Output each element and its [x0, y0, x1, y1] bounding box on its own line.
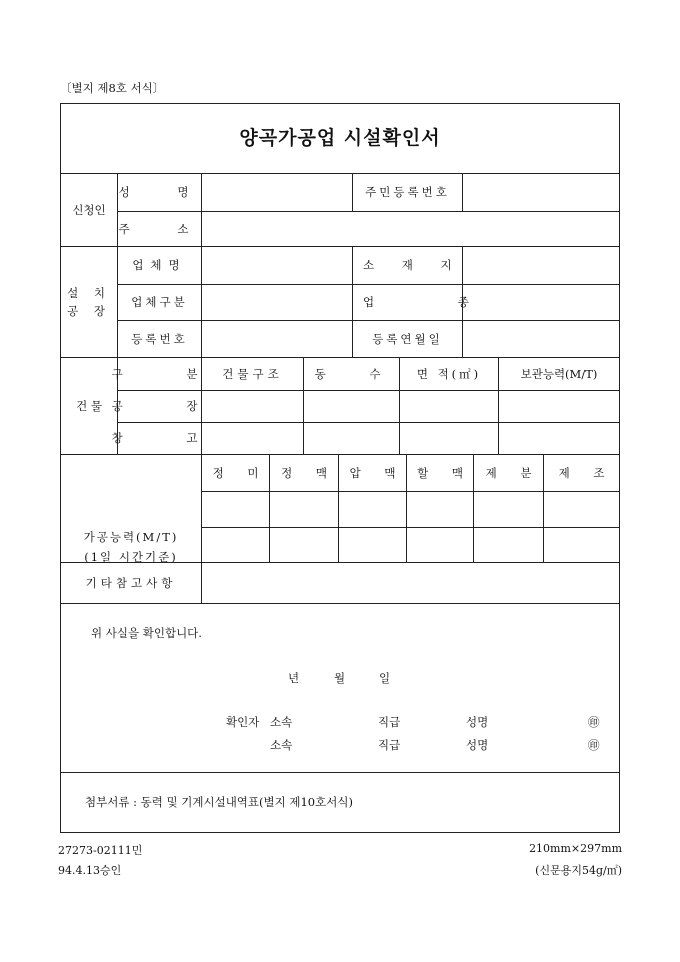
applicant-name-field[interactable] [202, 173, 352, 211]
capacity-header-1: 정 미 [212, 465, 269, 480]
capacity-label-line1: 가공능력(M/T) [83, 530, 179, 544]
capacity-header-4: 할 맥 [417, 465, 473, 480]
confirmation-statement: 위 사실을 확인합니다. [91, 626, 202, 640]
form-reference: 〔별지 제8호 서식〕 [60, 81, 165, 95]
building-group-label: 건 물 [76, 398, 102, 413]
applicant-address-field[interactable] [202, 211, 619, 246]
date-year: 년 [288, 671, 300, 685]
reg-date-field[interactable] [463, 320, 619, 357]
capacity-header-3: 압 맥 [349, 465, 406, 480]
company-type-label: 업체구분 [131, 295, 188, 309]
factory-group-label-line1: 설 치 [67, 285, 111, 300]
seal-icon-2: ㊞ [588, 738, 600, 752]
business-type-label: 업 종 [363, 295, 509, 309]
building-row-factory: 공 장 [111, 399, 228, 413]
remarks-field[interactable] [202, 562, 619, 603]
company-type-field[interactable] [202, 284, 352, 320]
applicant-name-label: 성 명 [118, 185, 211, 199]
capacity-header-5: 제 분 [485, 465, 542, 480]
confirmer2-affiliation-label: 소속 [270, 738, 293, 752]
remarks-label: 기타참고사항 [85, 575, 177, 590]
confirmer2-rank-label: 직급 [378, 738, 401, 752]
building-header-area: 면 적(㎡) [416, 366, 482, 381]
company-name-field[interactable] [202, 246, 352, 284]
capacity-label-line2: (1일 시간기준) [84, 550, 178, 564]
confirmer2-name-label: 성명 [466, 738, 489, 752]
footer-size: 210mm×297mm [529, 842, 622, 855]
company-name-label: 업체명 [132, 258, 187, 272]
confirmer-affiliation-label: 소속 [270, 715, 293, 729]
confirmer-rank-label: 직급 [378, 715, 401, 729]
location-field[interactable] [463, 246, 619, 284]
factory-reg-no-label: 등록번호 [131, 331, 188, 346]
building-header-count: 동 수 [314, 366, 401, 381]
reg-date-label: 등록연월일 [372, 331, 443, 346]
resident-number-label: 주민등록번호 [365, 185, 450, 199]
factory-reg-no-field[interactable] [202, 320, 352, 357]
building-header-storage: 보관능력(M/T) [520, 366, 598, 381]
building-row-warehouse: 창 고 [111, 431, 228, 445]
factory-group-label [61, 246, 117, 357]
building-header-structure: 건물구조 [222, 366, 283, 381]
location-label: 소 재 지 [363, 258, 464, 272]
confirmer-label: 확인자 [226, 715, 260, 729]
capacity-header-2: 정 맥 [281, 465, 337, 480]
applicant-address-label: 주 소 [118, 221, 211, 236]
form-title: 양곡가공업 시설확인서 [239, 127, 441, 149]
resident-number-field[interactable] [463, 173, 619, 211]
date-day: 일 [379, 671, 391, 685]
footer-approval: 94.4.13승인 [58, 864, 122, 877]
applicant-group-label: 신청인 [72, 202, 106, 217]
business-type-field[interactable] [463, 284, 619, 320]
footer-paper: (신문용지54g/㎡) [535, 864, 622, 877]
seal-icon: ㊞ [588, 715, 600, 729]
confirmer-name-label: 성명 [466, 715, 489, 729]
form-frame [60, 103, 620, 833]
date-month: 월 [334, 671, 346, 685]
footer-code: 27273-02111민 [58, 844, 143, 857]
attachment-note: 첨부서류 : 동력 및 기계시설내역표(별지 제10호서식) [85, 795, 353, 809]
building-header-category: 구 분 [111, 366, 228, 381]
capacity-header-6: 제 조 [558, 465, 615, 480]
factory-group-label-line2: 공 장 [67, 303, 111, 318]
